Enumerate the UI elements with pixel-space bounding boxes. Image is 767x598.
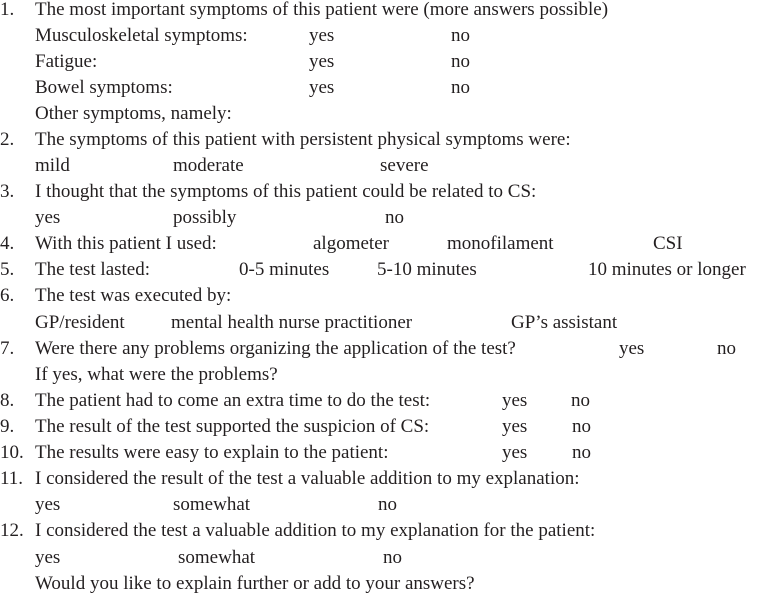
q2-option: mild [35, 155, 70, 176]
q3-text: I thought that the symptoms of this patient could be related to CS: [35, 181, 537, 202]
q1-row-yes: yes [309, 25, 335, 46]
q4-number: 4. [0, 233, 15, 254]
q10-option: no [572, 442, 591, 463]
q1-row-label: Bowel symptoms: [35, 77, 173, 98]
q12-option: yes [35, 547, 61, 568]
closing-question: Would you like to explain further or add to your answers? [35, 573, 475, 594]
q6-option: GP/resident [35, 312, 125, 333]
q4-text: With this patient I used: [35, 233, 217, 254]
q8-number: 8. [0, 390, 15, 411]
q6-number: 6. [0, 285, 15, 306]
q5-number: 5. [0, 259, 15, 280]
q1-text: The most important symptoms of this patient were (more answers possible) [35, 0, 609, 20]
q12-number: 12. [0, 520, 24, 541]
q2-number: 2. [0, 129, 15, 150]
q9-number: 9. [0, 416, 15, 437]
q1-row-no: no [451, 77, 470, 98]
q12-text: I considered the test a valuable addition to my explanation for the patient: [35, 520, 596, 541]
q4-option: CSI [653, 233, 683, 254]
q3-option: possibly [173, 207, 237, 228]
q11-number: 11. [0, 468, 24, 489]
q1-row-no: no [451, 25, 470, 46]
q7-option: yes [619, 338, 645, 359]
q7-followup: If yes, what were the problems? [35, 364, 278, 385]
q4-option: monofilament [447, 233, 554, 254]
q8-option: no [571, 390, 590, 411]
q7-number: 7. [0, 338, 15, 359]
q12-option: somewhat [178, 547, 256, 568]
q9-option: yes [502, 416, 528, 437]
q1-row-label: Fatigue: [35, 51, 98, 72]
q7-option: no [717, 338, 736, 359]
q9-option: no [572, 416, 591, 437]
q9-text: The result of the test supported the suspicion of CS: [35, 416, 430, 437]
q2-option: moderate [173, 155, 244, 176]
q6-option: mental health nurse practitioner [171, 312, 413, 333]
q12-option: no [383, 547, 402, 568]
q10-number: 10. [0, 442, 24, 463]
q6-option: GP’s assistant [511, 312, 618, 333]
q1-other-symptoms: Other symptoms, namely: [35, 103, 232, 124]
q1-row-label: Musculoskeletal symptoms: [35, 25, 248, 46]
q5-option: 5-10 minutes [377, 259, 477, 280]
q2-text: The symptoms of this patient with persistent physical symptoms were: [35, 129, 571, 150]
q10-option: yes [502, 442, 528, 463]
q11-option: yes [35, 494, 61, 515]
q8-option: yes [502, 390, 528, 411]
q5-option: 10 minutes or longer [588, 259, 746, 280]
q7-text: Were there any problems organizing the application of the test? [35, 338, 516, 359]
q8-text: The patient had to come an extra time to do the test: [35, 390, 431, 411]
q3-option: no [385, 207, 404, 228]
q1-row-yes: yes [309, 51, 335, 72]
q1-row-yes: yes [309, 77, 335, 98]
q3-option: yes [35, 207, 61, 228]
q1-number: 1. [0, 0, 15, 20]
q10-text: The results were easy to explain to the patient: [35, 442, 389, 463]
q2-option: severe [380, 155, 429, 176]
q11-option: somewhat [173, 494, 251, 515]
q4-option: algometer [313, 233, 389, 254]
q6-text: The test was executed by: [35, 285, 232, 306]
q11-text: I considered the result of the test a valuable addition to my explanation: [35, 468, 580, 489]
q1-row-no: no [451, 51, 470, 72]
q5-option: 0-5 minutes [239, 259, 330, 280]
q11-option: no [378, 494, 397, 515]
q5-text: The test lasted: [35, 259, 151, 280]
q3-number: 3. [0, 181, 15, 202]
